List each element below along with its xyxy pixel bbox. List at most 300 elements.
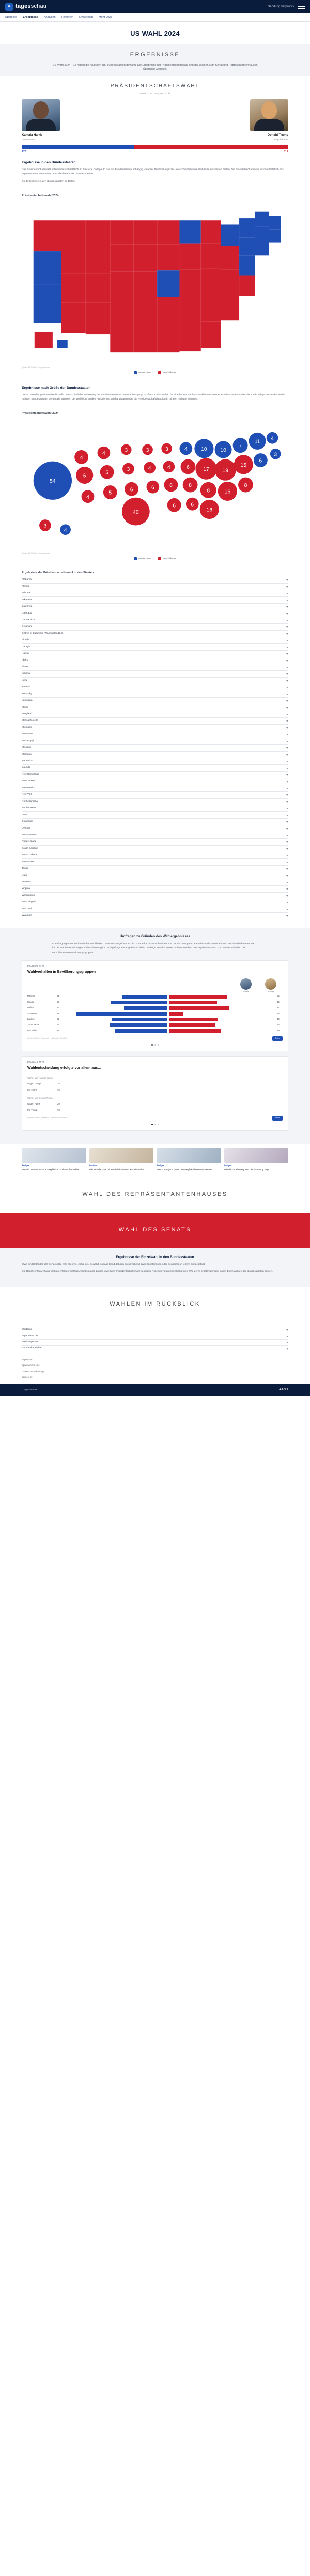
polls-section [0,928,310,1144]
chevron-down-icon [286,841,288,843]
card-footer [27,1116,283,1121]
state-name: Iowa [22,679,27,682]
rep-electoral-votes: 312 [284,150,288,154]
candidate-trump [155,99,288,141]
state-accordion-item[interactable] [22,725,288,731]
chevron-down-icon [286,620,288,621]
state-accordion-item[interactable] [22,711,288,718]
chart-head-name: Harris [243,990,249,993]
electoral-article-title: Ergebnisse in den Bundesstaaten [22,161,76,165]
chevron-down-icon [286,794,288,796]
svg-text:7: 7 [239,443,242,449]
chevron-down-icon [286,895,288,897]
svg-text:3: 3 [127,467,130,473]
chart-row [27,1012,283,1016]
state-accordion-item[interactable] [22,684,288,691]
chart-value-rep: 55 [277,995,280,998]
footer-link[interactable]: Impressum [22,1358,33,1361]
state-name: Tennessee [22,860,34,863]
footer-accordion-item[interactable] [22,1333,288,1340]
footer-item-label: ARD-Angebote [22,1340,39,1343]
state-accordion-item[interactable] [22,671,288,678]
us-choropleth-map[interactable] [22,200,288,365]
state-name: Kentucky [22,692,32,695]
chart-value-dem: 54 [57,1023,59,1026]
chevron-down-icon [286,768,288,769]
chevron-down-icon [286,747,288,749]
map2-legend [0,555,310,565]
svg-text:8: 8 [169,483,173,489]
state-name: Connecticut [22,618,35,621]
teaser-text: Wie die USA bewegt und die Stimmung zeigt [224,1168,269,1171]
chevron-down-icon [286,781,288,783]
svg-text:3: 3 [165,447,168,453]
state-name: Oregon [22,826,30,830]
chevron-down-icon [286,647,288,648]
chart-row [27,1018,283,1021]
chevron-down-icon [286,862,288,863]
svg-text:5: 5 [105,470,109,476]
state-accordion-item[interactable] [22,631,288,637]
chevron-down-icon [286,761,288,762]
teaser-text: Wie sich die USA mit Harris blicken und was sie wollte [89,1168,144,1171]
results-heading: ERGEBNISSE [130,51,180,58]
us-bubble-map[interactable] [22,418,288,551]
nav-item-startseite[interactable]: Startseite [5,15,18,19]
chevron-down-icon [286,868,288,870]
chevron-down-icon [286,882,288,883]
map1-container[interactable] [0,198,310,365]
state-name: Vermont [22,880,31,883]
footer-accordion [0,1322,310,1354]
demographics-bar-chart [27,995,283,1033]
nav-item-analysen[interactable]: Analysen [43,15,56,19]
chevron-down-icon [286,875,288,877]
chevron-down-icon [286,888,288,890]
state-name: Nevada [22,766,30,769]
chart-card-demographics [22,960,288,1051]
map1-credit: Quelle: AP/Reuters, tagesschau [22,366,50,369]
chart-source: Quelle: Edison Research / Nationaler Exit Poll [27,1037,68,1039]
state-accordion-item[interactable] [22,852,288,859]
state-accordion-item[interactable] [22,906,288,913]
state-accordion-item[interactable] [22,913,288,919]
state-accordion-item[interactable] [22,718,288,725]
states-accordion-title: Ergebnisse der Präsidentschaftswahl in den Staaten [22,571,94,574]
state-accordion-item[interactable] [22,772,288,778]
states-article-p1: Etwa ein Drittel der 100 Senatssitze wird alle zwei Jahre neu gewählt, sodass Kandidaturen entsprechend zwei Senatorinnen oder Senatoren in jedem Bundesstaat. [22,1263,206,1266]
states-accordion [0,577,310,925]
teaser-card[interactable] [224,1148,289,1171]
chart-row-label: 18-29 Jahre [27,1023,39,1026]
size-article-title: Ergebnisse nach Größe der Bundesstaaten [22,386,91,390]
chevron-down-icon [286,815,288,816]
chevron-down-icon [286,727,288,729]
footer-accordion-item[interactable] [22,1346,288,1352]
svg-text:4: 4 [64,527,67,533]
state-name: Delaware [22,625,33,628]
state-name: Wisconsin [22,907,33,910]
chart-row [27,1082,283,1086]
chevron-down-icon [286,700,288,702]
chevron-down-icon [286,606,288,608]
state-name: Florida [22,638,29,641]
state-name: New Jersey [22,779,35,783]
missed-broadcast-link[interactable]: Sendung verpasst? [268,5,295,8]
state-name: New Mexico [22,786,36,789]
chevron-down-icon [286,720,288,722]
chevron-down-icon [286,915,288,917]
state-accordion-item[interactable] [22,839,288,846]
chart-head-name: Trump [268,990,274,993]
candidate-party: Demokraten [22,137,35,141]
svg-text:4: 4 [86,494,89,500]
svg-text:3: 3 [125,448,128,454]
electoral-article-p2: Die Ergebnisse in den Bundesstaaten im Detail: [22,180,75,183]
chart-value: 25 [57,1082,60,1085]
ard-logo-icon: A [5,3,13,11]
svg-text:6: 6 [187,465,190,471]
footer-links [0,1354,310,1385]
chart-value: 73 [57,1088,60,1092]
state-accordion-item[interactable] [22,765,288,772]
footer-link[interactable]: Barrierefrei [22,1375,33,1378]
chart-value-rep: 57 [277,1006,280,1009]
card-title: Wahlentscheidung erfolgte vor allem aus... [27,1066,101,1070]
state-name: Hawaii [22,652,29,655]
state-name: Colorado [22,611,32,615]
teaser-card[interactable] [89,1148,154,1171]
presidential-title: PRÄSIDENTSCHAFTSWAHL [110,83,200,89]
teaser-card[interactable] [157,1148,221,1171]
nav-item-personen[interactable]: Personen [61,15,74,19]
state-name: New York [22,793,33,796]
nav-item-livestream[interactable]: Livestream [79,15,93,19]
chart-row-label: Gegen Trump [27,1082,41,1085]
state-accordion-item[interactable] [22,624,288,631]
state-name: Arizona [22,591,30,594]
chevron-down-icon [286,855,288,856]
chevron-down-icon [286,687,288,688]
footer-bar [0,1384,310,1396]
svg-text:19: 19 [222,468,228,474]
state-accordion-item[interactable] [22,604,288,610]
chevron-down-icon [286,626,288,628]
state-accordion-item[interactable] [22,846,288,852]
footer-item-label: Rundfunkanstalten [22,1346,43,1350]
state-name: Indiana [22,672,30,675]
chart-row-label: Für Trump [27,1109,38,1112]
state-name: Mississippi [22,739,34,742]
svg-text:3: 3 [146,448,149,454]
chart-row-label: Weiße [27,1006,34,1009]
chart-row [27,1102,283,1106]
state-name: West Virginia [22,900,37,903]
svg-text:8: 8 [189,483,192,489]
brand-name: tagesschau [16,3,47,10]
state-accordion-item[interactable] [22,704,288,711]
state-name: Illinois [22,665,29,668]
presidential-section [0,76,310,154]
state-accordion-item[interactable] [22,866,288,872]
state-accordion-item[interactable] [22,859,288,866]
svg-text:6: 6 [130,487,133,493]
state-accordion-item[interactable] [22,617,288,624]
chart-value-dem: 41 [57,1006,59,1009]
avatar [250,99,288,131]
chart-row-label: Frauen [27,1001,35,1004]
chart-value: 78 [57,1109,60,1112]
chevron-down-icon [286,653,288,655]
state-accordion-item[interactable] [22,792,288,799]
footer-item-label: Ergebnisse der [22,1334,39,1337]
chart-row-label: Männer [27,995,35,998]
chart-source: Quelle: Edison Research / Nationaler Exit Poll [27,1116,68,1119]
svg-text:8: 8 [244,483,247,489]
svg-text:4: 4 [102,451,105,457]
state-name: Pennsylvania [22,833,37,836]
chart-row [27,1088,283,1092]
state-accordion-item[interactable] [22,752,288,758]
state-name: Arkansas [22,598,32,601]
state-accordion-item[interactable] [22,872,288,879]
teaser-tag: Analyse [157,1164,164,1167]
candidate-name: Kamala Harris [22,134,43,137]
chart-row [27,1006,283,1010]
state-name: Utah [22,873,27,877]
state-accordion-item[interactable] [22,805,288,812]
map2-credit: Quelle: AP/Reuters, tagesschau [22,552,50,555]
teaser-card[interactable] [22,1148,86,1171]
state-name: Louisiana [22,699,33,702]
state-accordion-item[interactable] [22,893,288,899]
footer-link[interactable]: Datenschutzerklärung [22,1370,44,1373]
state-accordion-item[interactable] [22,731,288,738]
state-accordion-item[interactable] [22,758,288,765]
state-name: Maine [22,706,29,709]
candidate-party: Republikaner [274,137,288,141]
chevron-down-icon [286,707,288,709]
teaser-image [89,1148,154,1163]
chart-row-label: Latinos [27,1018,35,1021]
top-bar-right [268,5,305,9]
chart-group-label: Wähler von Kamala Harris [27,1076,53,1079]
state-name: Michigan [22,726,32,729]
state-accordion-item[interactable] [22,778,288,785]
chevron-down-icon [286,667,288,668]
chevron-down-icon [286,1348,288,1350]
state-name: Virginia [22,887,30,890]
svg-text:6: 6 [259,458,262,464]
teaser-image [224,1148,289,1163]
state-accordion-item[interactable] [22,832,288,839]
states-article-p2: Die Repräsentantenhaus-Wahlen erfolgen wichtige Anhaltspunkte zu den jeweiligen Präsidentschaftswahl geografik-Rolle bei vielen Einzelhaltungen. Wie deren erst Ergebnisse in den Einzelwahlen der Bundesstaaten zeigen. [22,1270,273,1274]
chart-value-rep: 45 [277,1001,280,1004]
share-button[interactable]: Teilen [272,1036,283,1041]
state-accordion-item[interactable] [22,610,288,617]
chevron-down-icon [286,902,288,903]
state-accordion-item[interactable] [22,664,288,671]
state-name: District of Columbia (Washington D.C.) [22,632,65,635]
legend-dem: Demokraten [134,371,151,374]
state-name: Wyoming [22,914,32,917]
chevron-down-icon [286,909,288,910]
candidate-row [0,99,310,141]
electoral-bar [0,142,310,149]
state-accordion-item[interactable] [22,799,288,805]
electoral-article [0,154,310,189]
chevron-down-icon [286,640,288,641]
chart-value-dem: 52 [57,1018,59,1021]
svg-text:17: 17 [203,467,209,473]
chart-value-dem: 42 [57,995,59,998]
presidential-timestamp: Stand: 07.01.2025, 08:11 Uhr [140,91,171,95]
chevron-down-icon [286,808,288,809]
legend-dem: Demokraten [134,557,151,560]
state-accordion-item[interactable] [22,819,288,825]
teaser-text: Wie die USA auf Trumps Sieg blicken und was ihn wählte [22,1168,80,1171]
chart-row [27,995,283,999]
state-accordion-item[interactable] [22,691,288,698]
state-name: Rhode Island [22,840,37,843]
top-bar [0,0,310,13]
state-accordion-item[interactable] [22,785,288,792]
band-wahlen-im-rueckblick[interactable]: WAHLEN IM RÜCKBLICK [0,1287,310,1322]
chart-value-dem: 86 [57,1012,59,1015]
page-title: US WAHL 2024 [130,29,180,37]
chevron-down-icon [286,848,288,850]
state-name: Oklahoma [22,820,33,823]
state-accordion-item[interactable] [22,825,288,832]
nav-item-ergebnisse[interactable]: Ergebnisse [23,15,38,19]
state-name: New Hampshire [22,773,40,776]
chart-row-label: Für Harris [27,1088,37,1092]
state-accordion-item[interactable] [22,899,288,906]
state-accordion-item[interactable] [22,738,288,745]
brand[interactable] [5,3,47,11]
state-name: Kansas [22,685,30,688]
state-name: Alaska [22,585,29,588]
state-accordion-item[interactable] [22,698,288,704]
copyright: © tagesschau.de [22,1388,38,1391]
hamburger-icon[interactable] [298,5,305,9]
electoral-article-p1: Das Präsidentschaftswahl entscheidet sich letztlich im Electoral College. In das die Bundesstaaten abhängig von ihrer Bevölkerungszahl unterschiedlich viele Wahlleute entsenden dürfen. Die Präsidentschaftswahl ist damit letztlich das Ergebnis einer Summe von Einzelwahlen in den Bundesstaaten. [22,168,284,176]
share-button[interactable]: Teilen [272,1116,283,1121]
svg-text:15: 15 [240,463,247,469]
chevron-down-icon [286,835,288,836]
dem-electoral-votes: 226 [22,150,26,154]
svg-text:10: 10 [220,448,226,454]
state-name: South Dakota [22,853,37,856]
state-accordion-item[interactable] [22,577,288,584]
chevron-down-icon [286,579,288,581]
svg-text:5: 5 [109,490,112,496]
state-accordion-item[interactable] [22,637,288,644]
card-title: Wahlverhalten in Bevölkerungsgruppen [27,970,96,974]
state-accordion-item[interactable] [22,745,288,752]
state-name: North Carolina [22,800,38,803]
chevron-down-icon [286,586,288,588]
state-accordion-item[interactable] [22,678,288,684]
footer-accordion-item[interactable] [22,1327,288,1333]
svg-text:11: 11 [254,439,260,445]
footer-accordion-item[interactable] [22,1340,288,1346]
footer-link[interactable]: Sprechen Sie uns [22,1364,40,1367]
chart-row-label: Gegen Harris [27,1102,40,1106]
state-name: Montana [22,753,32,756]
nav-item-mehr-usa[interactable]: Mehr USA [98,15,112,19]
card-footer [27,1036,283,1041]
electoral-bar-labels [0,149,310,155]
chart-row [27,1023,283,1027]
ard-logo-icon: ARD [278,1388,288,1392]
chart-row [27,1029,283,1033]
svg-text:6: 6 [173,503,176,509]
state-accordion-item[interactable] [22,597,288,604]
chart-value-dem: 49 [57,1029,59,1032]
state-accordion-item[interactable] [22,584,288,590]
teaser-tag: Analyse [224,1164,232,1167]
svg-text:4: 4 [184,447,188,453]
polls-heading: Umfragen zu Gründen des Wahlergebnisses [119,934,191,939]
carousel-dots[interactable] [27,1124,283,1125]
state-name: North Dakota [22,806,37,809]
state-name: Alabama [22,578,32,581]
chevron-down-icon [286,828,288,830]
state-accordion-item[interactable] [22,812,288,819]
svg-text:6: 6 [83,473,86,479]
chart-value-dem: 53 [57,1001,59,1004]
svg-text:10: 10 [201,447,207,453]
carousel-dots[interactable] [27,1044,283,1046]
svg-text:3: 3 [43,523,47,529]
state-accordion-item[interactable] [22,590,288,597]
states-article [0,1248,310,1287]
chevron-down-icon [286,593,288,594]
size-article [0,379,310,407]
chart-card-motivation [22,1056,288,1131]
state-accordion-item[interactable] [22,657,288,664]
state-accordion-item[interactable] [22,879,288,886]
svg-text:54: 54 [50,479,56,485]
chart-row-label: 65+ Jahre [27,1029,37,1032]
trump-avatar [265,978,276,990]
legend-rep: Republikaner [158,371,176,374]
state-name: Washington [22,894,35,897]
state-accordion-item[interactable] [22,651,288,657]
state-accordion-item[interactable] [22,644,288,651]
chevron-down-icon [286,741,288,742]
candidate-harris [22,99,155,141]
state-accordion-item[interactable] [22,886,288,893]
card-kicker: US-Wahl 2024 [27,965,44,969]
chart-row [27,1109,283,1112]
band-repraesentantenhaus[interactable]: WAHL DES REPRÄSENTANTENHAUSES [0,1177,310,1213]
teaser-image [157,1148,221,1163]
chart-value-rep: 43 [277,1023,280,1026]
chart-value-rep: 49 [277,1029,280,1032]
chevron-down-icon [286,1342,288,1343]
svg-text:16: 16 [224,489,231,495]
chart-value-rep: 46 [277,1018,280,1021]
teaser-tag: Analyse [22,1164,29,1167]
chart-value-rep: 13 [277,1012,280,1015]
motivation-bar-chart [27,1075,283,1112]
band-senat[interactable]: WAHL DES SENATS [0,1213,310,1248]
map2-container[interactable] [0,416,310,551]
chevron-down-icon [286,633,288,635]
card-kicker: US-Wahl 2024 [27,1061,44,1065]
